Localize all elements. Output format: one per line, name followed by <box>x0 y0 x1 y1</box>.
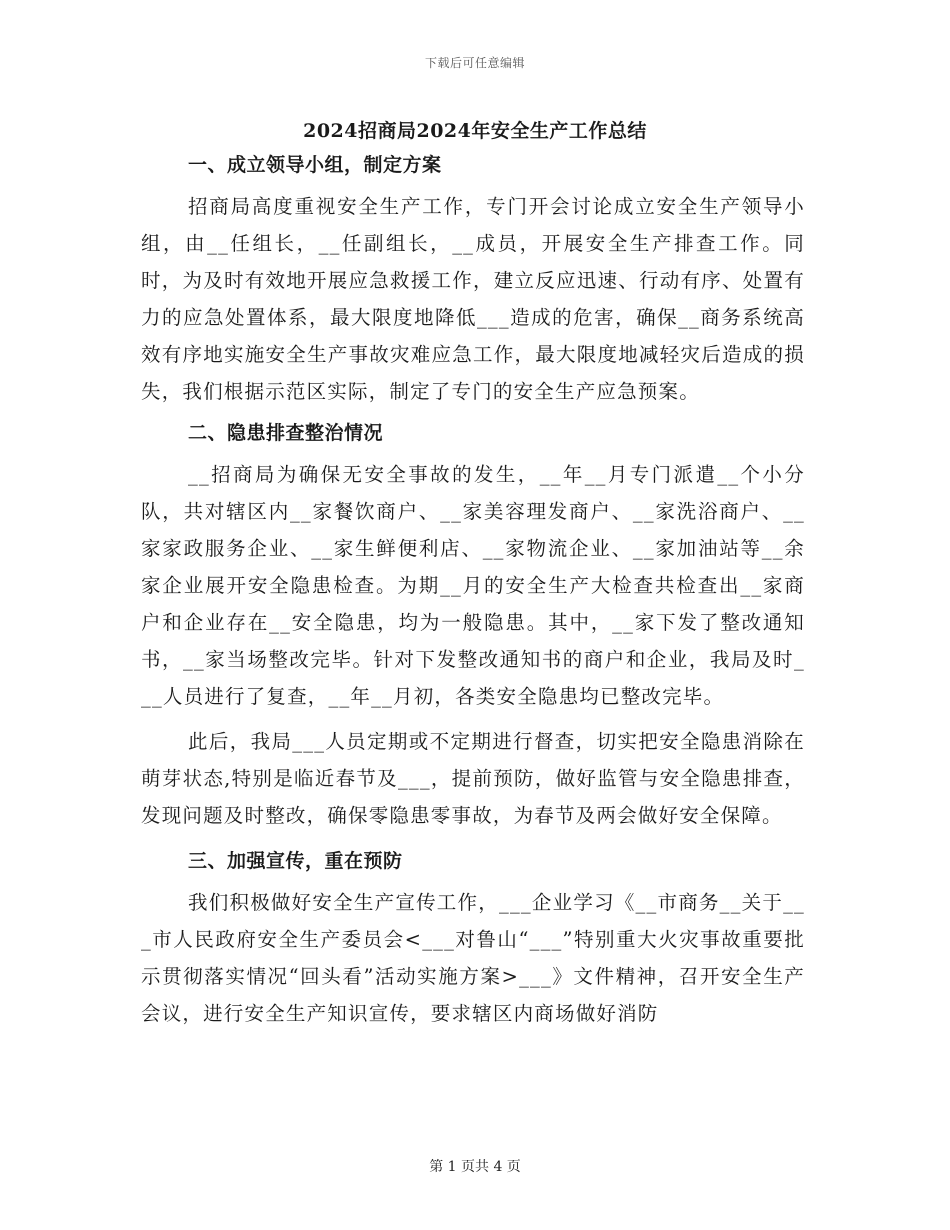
section-heading-3: 三、加强宣传，重在预防 <box>188 850 403 872</box>
section-2-paragraph-1: __招商局为确保无安全事故的发生，__年__月专门派遣__个小分队，共对辖区内__家餐饮商户、__家美容理发商户、__家洗浴商户、__家家政服务企业、__家生鲜便利店、__家物流企业、__家加油站等__余家企业展开安全隐患检查。为期__月的安全生产大检查共检查出__家商户和企业存在__安全隐患，均为一般隐患。其中，__家下发了整改通知书，__家当场整改完毕。针对下发整改通知书的商户和企业，我局及时___人员进行了复查，__年__月初，各类安全隐患均已整改完毕。 <box>141 463 805 708</box>
page-footer: 第 1 页共 4 页 <box>429 1159 521 1175</box>
section-2-paragraph-2: 此后，我局___人员定期或不定期进行督查，切实把安全隐患消除在萌芽状态,特别是临近春节及___，提前预防，做好监管与安全隐患排查，发现问题及时整改，确保零隐患零事故，为春节及两会做好安全保障。 <box>141 730 805 827</box>
section-3-paragraph: 我们积极做好安全生产宣传工作，___企业学习《__市商务__关于___市人民政府安全生产委员会<___对鲁山“___”特别重大火灾事故重要批示贯彻落实情况“回头看”活动实施方案>___》文件精神，召开安全生产会议，进行安全生产知识宣传，要求辖区内商场做好消防 <box>141 891 805 1025</box>
document-body <box>141 146 805 1032</box>
header-note: 下载后可任意编辑 <box>424 56 525 70</box>
section-heading-1: 一、成立领导小组，制定方案 <box>188 154 442 176</box>
section-heading-2: 二、隐患排查整治情况 <box>188 422 384 444</box>
section-1-paragraph: 招商局高度重视安全生产工作，专门开会讨论成立安全生产领导小组，由__任组长，__任副组长，__成员，开展安全生产排查工作。同时，为及时有效地开展应急救援工作，建立反应迅速、行动有序、处置有力的应急处置体系，最大限度地降低___造成的危害，确保__商务系统高效有序地实施安全生产事故灾难应急工作，最大限度地减轻灾后造成的损失，我们根据示范区实际，制定了专门的安全生产应急预案。 <box>141 195 805 403</box>
document-title: 2024招商局2024年安全生产工作总结 <box>303 120 647 142</box>
